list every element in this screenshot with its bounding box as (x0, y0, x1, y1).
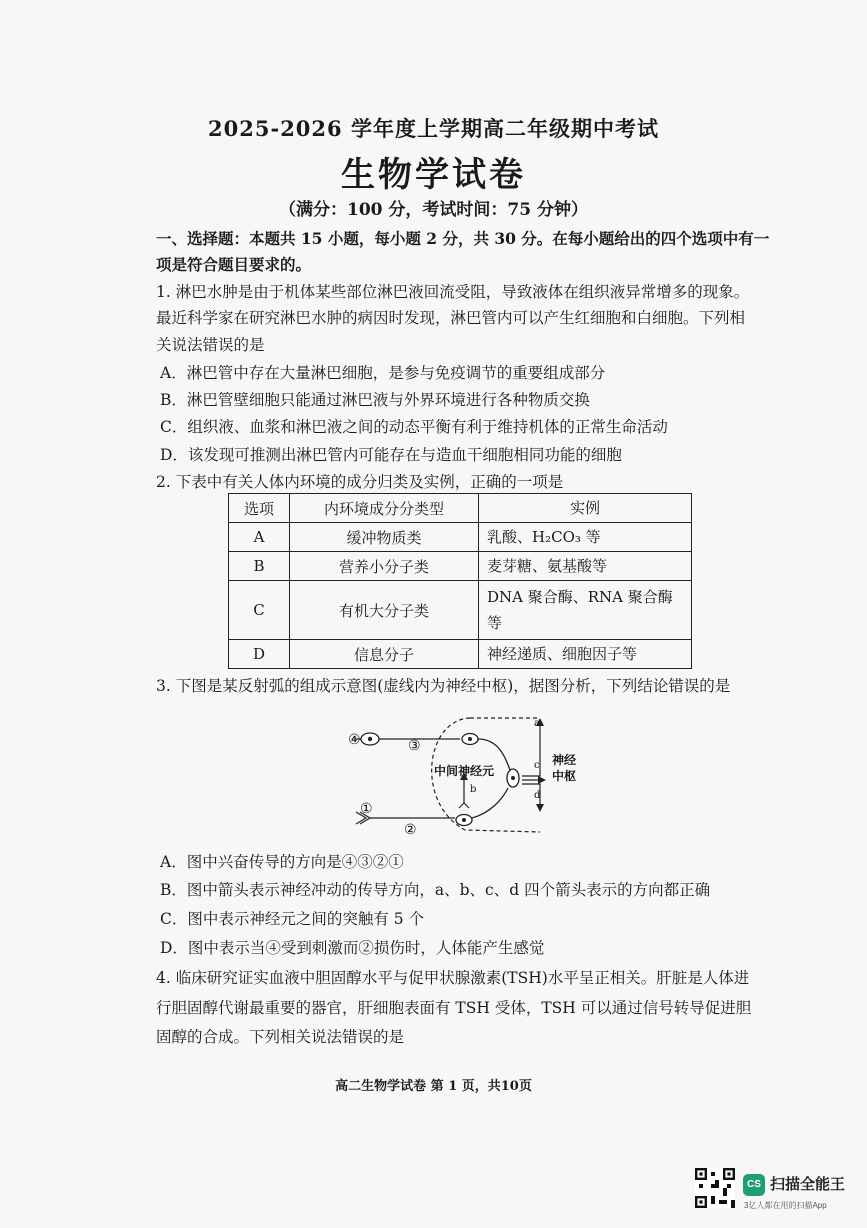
q3-option-d: D．图中表示当④受到刺激而②损伤时，人体能产生感觉 (160, 939, 545, 957)
q1-stem-line3: 关说法错误的是 (156, 336, 265, 354)
label-3: ③ (408, 738, 421, 754)
label-2: ② (404, 822, 417, 838)
exam-title: 2025-2026 学年度上学期高二年级期中考试 (208, 116, 659, 141)
table-header-row (229, 494, 692, 523)
q4-stem-line1: 4. 临床研究证实血液中胆固醇水平与促甲状腺激素(TSH)水平呈正相关。肝脏是人体进 (156, 969, 750, 987)
section-intro-line2: 项是符合题目要求的。 (156, 255, 312, 274)
table-row (229, 523, 692, 552)
table-cell: B (229, 552, 290, 581)
q4-stem-line2: 行胆固醇代谢最重要的器官，肝细胞表面有 TSH 受体，TSH 可以通过信号转导促进胆 (156, 999, 752, 1017)
table-row (229, 581, 692, 640)
q3-stem: 3. 下图是某反射弧的组成示意图(虚线内为神经中枢)，据图分析，下列结论错误的是 (156, 677, 731, 695)
q3-option-b: B．图中箭头表示神经冲动的传导方向，a、b、c、d 四个箭头表示的方向都正确 (160, 881, 711, 899)
arrow-c (538, 776, 546, 784)
score-time: （满分：100 分，考试时间：75 分钟） (279, 200, 588, 220)
table-cell: C (229, 581, 290, 640)
q1-option-b: B．淋巴管壁细胞只能通过淋巴液与外界环境进行各种物质交换 (160, 391, 590, 409)
q1-option-d: D．该发现可推测出淋巴管内可能存在与造血干细胞相同功能的细胞 (160, 446, 622, 464)
q1-stem-line2: 最近科学家在研究淋巴水肿的病因时发现，淋巴管内可以产生红细胞和白细胞。下列相 (156, 309, 746, 327)
page-footer: 高二生物学试卷 第 1 页，共10页 (335, 1079, 532, 1094)
q2-stem: 2. 下表中有关人体内环境的成分归类及实例，正确的一项是 (156, 473, 564, 491)
label-4: ④ (348, 732, 361, 748)
table-cell: 麦芽糖、氨基酸等 (479, 552, 692, 581)
cs-logo-icon: CS (743, 1174, 765, 1196)
reflex-arc-diagram (330, 708, 590, 843)
table-cell: DNA 聚合酶、RNA 聚合酶等 (479, 581, 692, 640)
label-interneuron: 中间神经元 (434, 764, 495, 778)
label-b: b (470, 784, 477, 795)
scanner-app-name: 扫描全能王 (770, 1176, 846, 1193)
table-header-cell: 实例 (479, 494, 692, 523)
table-cell: 信息分子 (290, 640, 479, 669)
table-row (229, 552, 692, 581)
table-row (229, 640, 692, 669)
q4-stem-line3: 固醇的合成。下列相关说法错误的是 (156, 1028, 405, 1046)
table-cell: 神经递质、细胞因子等 (479, 640, 692, 669)
q2-table (228, 493, 692, 669)
q1-option-c: C．组织液、血浆和淋巴液之间的动态平衡有利于维持机体的正常生命活动 (160, 418, 668, 436)
subject-title: 生物学试卷 (341, 155, 526, 195)
table-cell: D (229, 640, 290, 669)
label-d: d (534, 790, 541, 801)
label-c: c (534, 760, 540, 771)
table-cell: 有机大分子类 (290, 581, 479, 640)
label-a: a (534, 718, 540, 729)
table-cell: A (229, 523, 290, 552)
section-intro-line1: 一、选择题：本题共 15 小题，每小题 2 分，共 30 分。在每小题给出的四个选项中有一 (156, 229, 770, 248)
table-cell: 营养小分子类 (290, 552, 479, 581)
label-center-2: 中枢 (552, 769, 577, 783)
table-cell: 乳酸、H₂CO₃ 等 (479, 523, 692, 552)
q1-option-a: A．淋巴管中存在大量淋巴细胞，是参与免疫调节的重要组成部分 (160, 364, 606, 382)
arrow-d (536, 804, 544, 812)
table-header-cell: 选项 (229, 494, 290, 523)
table-header-cell: 内环境成分分类型 (290, 494, 479, 523)
table-cell: 缓冲物质类 (290, 523, 479, 552)
label-1: ① (360, 801, 373, 817)
q3-option-c: C．图中表示神经元之间的突触有 5 个 (160, 910, 425, 928)
label-center-1: 神经 (552, 753, 577, 767)
q3-option-a: A．图中兴奋传导的方向是④③②① (160, 853, 404, 871)
qr-code-icon (695, 1168, 735, 1208)
q1-stem-line1: 1. 淋巴水肿是由于机体某些部位淋巴液回流受阻，导致液体在组织液异常增多的现象。 (156, 283, 750, 301)
scanner-tagline: 3亿人都在用的扫描App (744, 1201, 827, 1210)
